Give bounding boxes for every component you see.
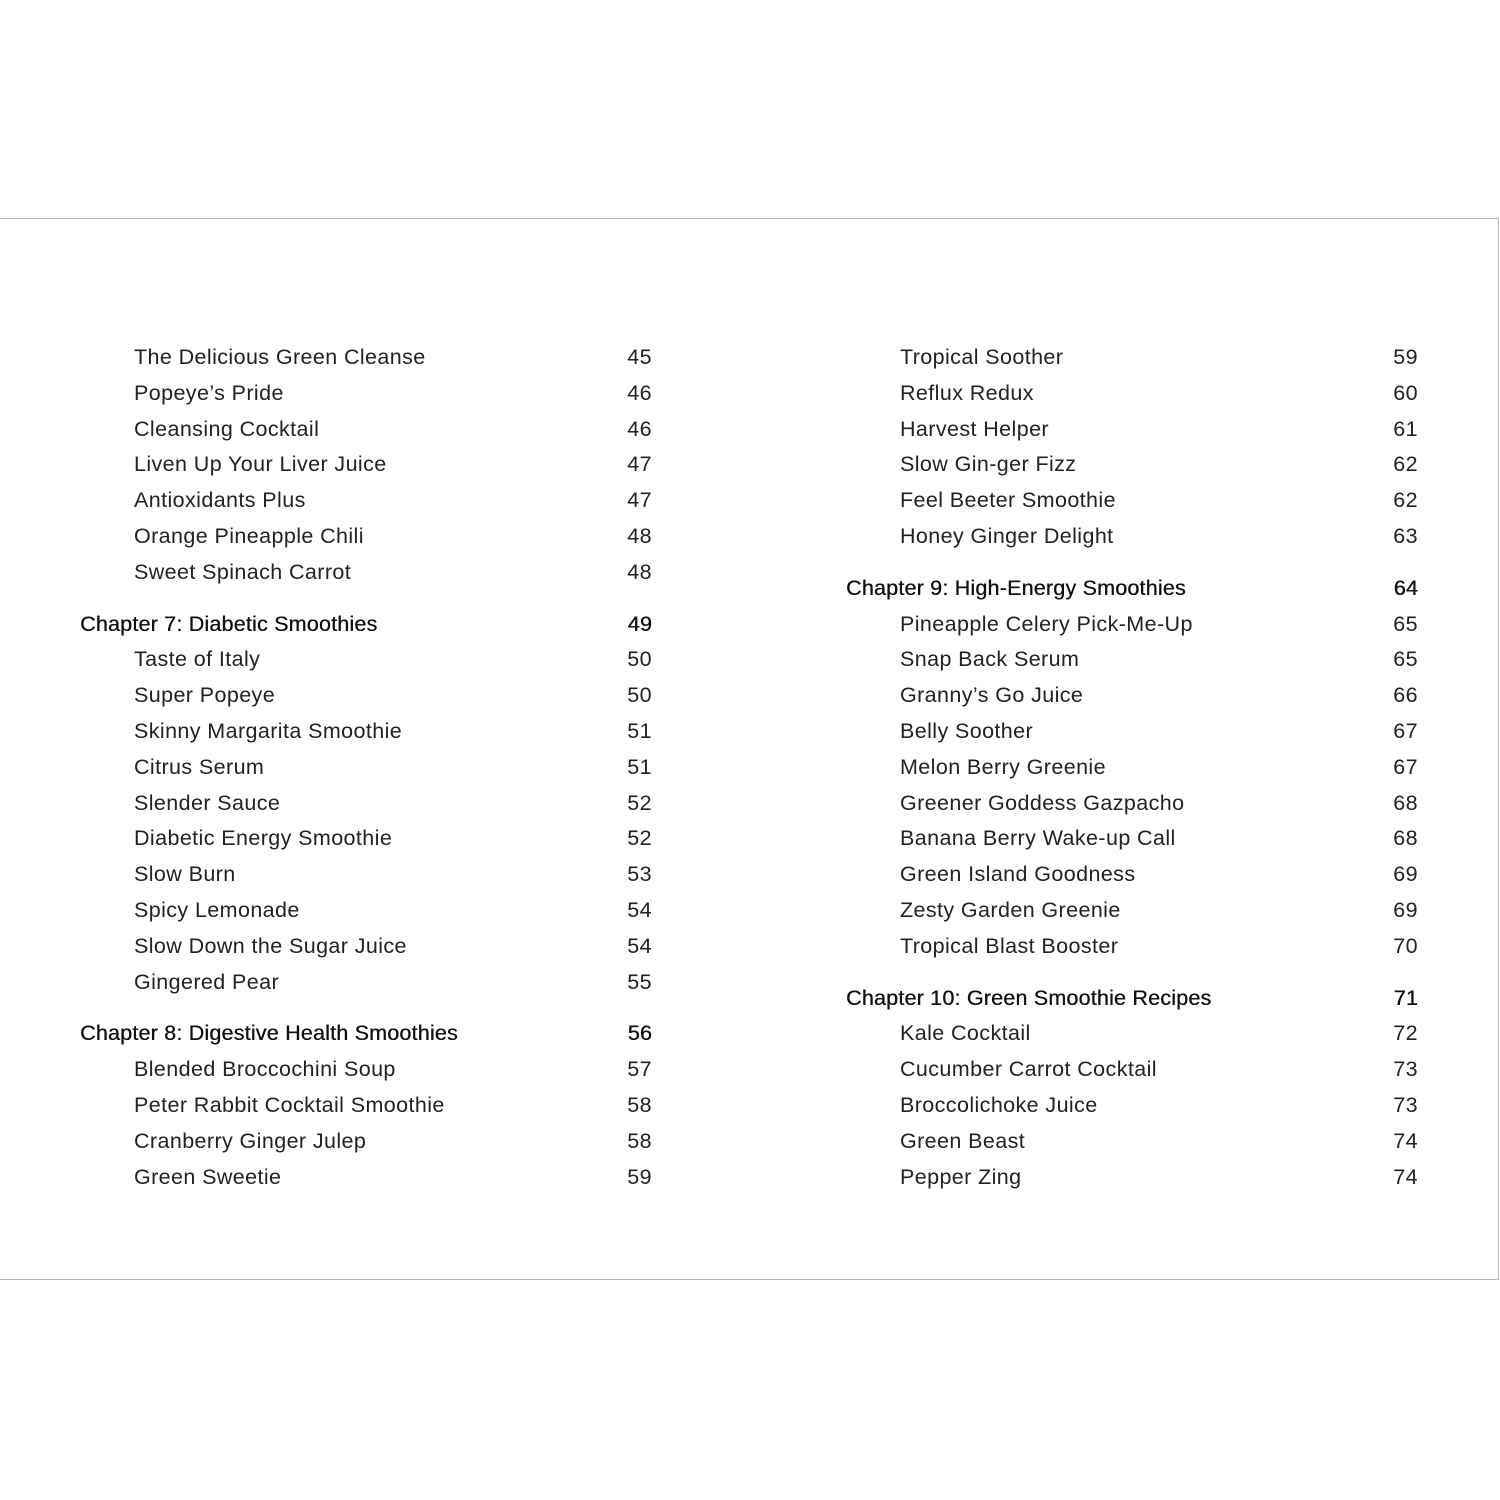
entry-title: Taste of Italy: [134, 647, 261, 672]
toc-entry: [134, 518, 652, 554]
entry-title: Cucumber Carrot Cocktail: [900, 1057, 1157, 1082]
page-number: 58: [627, 1128, 652, 1153]
entry-title: Orange Pineapple Chili: [134, 524, 364, 548]
toc-entry: [134, 964, 652, 1000]
entry-title: Spicy Lemonade: [134, 898, 300, 922]
toc-entry: [900, 482, 1418, 518]
page-number: 46: [627, 416, 652, 441]
page-number: 46: [627, 380, 652, 405]
page-number: 52: [627, 826, 652, 851]
toc-entry: [134, 411, 652, 447]
toc-entry: [900, 339, 1418, 375]
entry-title: Green Beast: [900, 1128, 1026, 1153]
entry-title: Green Island Goodness: [900, 862, 1136, 887]
toc-chapter-heading: [846, 570, 1418, 606]
toc-entry: [900, 1159, 1418, 1195]
entry-title: Granny’s Go Juice: [900, 683, 1084, 708]
page-number: 59: [1393, 345, 1418, 369]
entry-title: Tropical Soother: [900, 345, 1064, 369]
toc-entry: [900, 606, 1418, 642]
toc-entry: [134, 928, 652, 964]
entry-title: Greener Goddess Gazpacho: [900, 790, 1185, 815]
toc-entry: [134, 749, 652, 785]
page-number: 48: [627, 524, 652, 548]
toc-entry: [900, 892, 1418, 928]
entry-title: Harvest Helper: [900, 416, 1049, 441]
toc-entry: [134, 1159, 652, 1195]
toc-entry: [134, 339, 652, 375]
entry-title: The Delicious Green Cleanse: [134, 345, 426, 369]
page-number: 45: [627, 345, 652, 369]
entry-title: Pepper Zing: [900, 1164, 1022, 1189]
page-number: 71: [1393, 985, 1418, 1010]
page-number: 65: [1393, 611, 1418, 636]
toc-chapter-heading: [846, 980, 1418, 1016]
toc-entry: [900, 411, 1418, 447]
toc-chapter-heading: [80, 1015, 652, 1051]
toc-entry: [134, 1123, 652, 1159]
entry-title: Cleansing Cocktail: [134, 416, 320, 441]
entry-title: Peter Rabbit Cocktail Smoothie: [134, 1093, 445, 1117]
entry-title: Slow Burn: [134, 862, 236, 887]
toc-entry: [900, 446, 1418, 482]
page-number: 52: [627, 790, 652, 815]
toc-entry: [900, 856, 1418, 892]
entry-title: Slender Sauce: [134, 790, 281, 815]
toc-entry: [900, 749, 1418, 785]
entry-title: Antioxidants Plus: [134, 488, 306, 513]
page-number: 68: [1393, 790, 1418, 815]
entry-title: Diabetic Energy Smoothie: [134, 826, 393, 851]
entry-title: Belly Soother: [900, 719, 1034, 743]
page-number: 54: [627, 933, 652, 958]
page-number: 50: [627, 647, 652, 672]
entry-title: Slow Gin-ger Fizz: [900, 452, 1077, 477]
entry-title: Liven Up Your Liver Juice: [134, 452, 387, 477]
toc-entry: [134, 375, 652, 411]
page-number: 74: [1393, 1164, 1418, 1189]
toc-entry: [134, 1051, 652, 1087]
toc-entry: [900, 713, 1418, 749]
entry-title: Reflux Redux: [900, 380, 1034, 405]
entry-title: Snap Back Serum: [900, 647, 1080, 672]
entry-title: Tropical Blast Booster: [900, 933, 1119, 958]
page-number: 69: [1393, 862, 1418, 887]
page-number: 59: [627, 1164, 652, 1189]
page-number: 73: [1393, 1057, 1418, 1082]
toc-entry: [134, 446, 652, 482]
toc-entry: [900, 677, 1418, 713]
page-number: 62: [1393, 488, 1418, 513]
page-number: 54: [627, 898, 652, 922]
toc-entry: [900, 1051, 1418, 1087]
entry-title: Zesty Garden Greenie: [900, 898, 1121, 922]
entry-title: Honey Ginger Delight: [900, 524, 1114, 548]
toc-entry: [134, 1087, 652, 1123]
page-number: 70: [1393, 933, 1418, 958]
entry-title: Skinny Margarita Smoothie: [134, 719, 403, 743]
page-number: 47: [627, 452, 652, 477]
entry-title: Blended Broccochini Soup: [134, 1057, 396, 1082]
page-number: 58: [627, 1093, 652, 1117]
page-number: 63: [1393, 524, 1418, 548]
toc-entry: [134, 785, 652, 821]
page-number: 50: [627, 683, 652, 708]
page-number: 66: [1393, 683, 1418, 708]
entry-title: Pineapple Celery Pick-Me-Up: [900, 611, 1193, 636]
page-number: 62: [1393, 452, 1418, 477]
toc-entry: [134, 820, 652, 856]
entry-title: Super Popeye: [134, 683, 276, 708]
page-number: 51: [627, 754, 652, 779]
entry-title: Banana Berry Wake-up Call: [900, 826, 1176, 851]
entry-title: Kale Cocktail: [900, 1021, 1031, 1046]
page-number: 61: [1393, 416, 1418, 441]
page-number: 51: [627, 719, 652, 743]
entry-title: Green Sweetie: [134, 1164, 282, 1189]
entry-title: Slow Down the Sugar Juice: [134, 933, 407, 958]
toc-entry: [134, 554, 652, 590]
toc-entry: [900, 1015, 1418, 1051]
toc-entry: [900, 1123, 1418, 1159]
toc-entry: [900, 641, 1418, 677]
entry-title: Feel Beeter Smoothie: [900, 488, 1116, 513]
chapter-title: Chapter 8: Digestive Health Smoothies: [80, 1021, 458, 1046]
page-number: 53: [627, 862, 652, 887]
toc-entry: [900, 928, 1418, 964]
entry-title: Sweet Spinach Carrot: [134, 559, 352, 584]
toc-entry: [900, 1087, 1418, 1123]
toc-entry: [134, 677, 652, 713]
toc-entry: [900, 375, 1418, 411]
toc-entry: [900, 785, 1418, 821]
toc-entry: [134, 856, 652, 892]
entry-title: Gingered Pear: [134, 969, 280, 994]
entry-title: Cranberry Ginger Julep: [134, 1128, 367, 1153]
page-number: 48: [627, 559, 652, 584]
page-number: 68: [1393, 826, 1418, 851]
chapter-title: Chapter 10: Green Smoothie Recipes: [846, 985, 1212, 1010]
toc-page: [0, 218, 1499, 1280]
entry-title: Citrus Serum: [134, 754, 265, 779]
toc-entry: [134, 892, 652, 928]
page-number: 47: [627, 488, 652, 513]
page-number: 49: [627, 611, 652, 636]
toc-chapter-heading: [80, 606, 652, 642]
page-number: 60: [1393, 380, 1418, 405]
page-number: 65: [1393, 647, 1418, 672]
toc-entry: [134, 713, 652, 749]
page-number: 73: [1393, 1093, 1418, 1117]
toc-entry: [134, 482, 652, 518]
toc-entry: [134, 641, 652, 677]
page-number: 55: [627, 969, 652, 994]
toc-entry: [900, 820, 1418, 856]
page-number: 69: [1393, 898, 1418, 922]
entry-title: Broccolichoke Juice: [900, 1093, 1098, 1117]
entry-title: Popeye’s Pride: [134, 380, 284, 405]
page-number: 67: [1393, 754, 1418, 779]
page-number: 67: [1393, 719, 1418, 743]
page-number: 74: [1393, 1128, 1418, 1153]
entry-title: Melon Berry Greenie: [900, 754, 1106, 779]
chapter-title: Chapter 9: High-Energy Smoothies: [846, 575, 1186, 600]
page-number: 56: [627, 1021, 652, 1046]
chapter-title: Chapter 7: Diabetic Smoothies: [80, 611, 378, 636]
toc-entry: [900, 518, 1418, 554]
page-number: 64: [1393, 575, 1418, 600]
page-number: 57: [627, 1057, 652, 1082]
page-number: 72: [1393, 1021, 1418, 1046]
